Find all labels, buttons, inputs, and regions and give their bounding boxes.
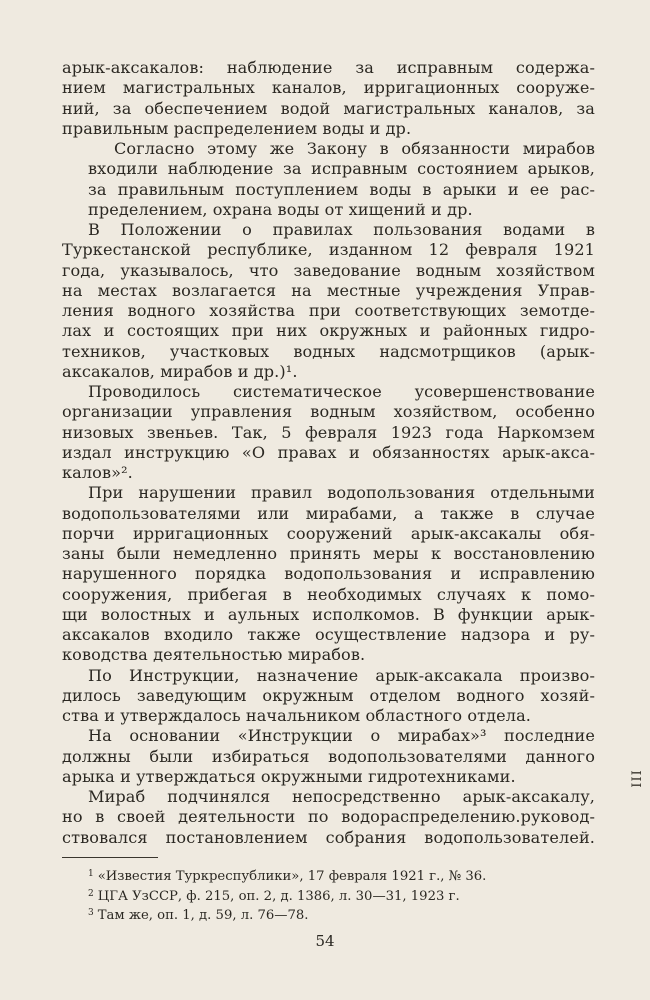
text-line: щи волостных и аульных исполкомов. В функции арык- <box>62 604 595 624</box>
text-line: входили наблюдение за исправным состоянием арыков, <box>88 159 595 179</box>
text-line: порчи ирригационных сооружений арык-аксакалы обя- <box>62 523 595 543</box>
footnote <box>88 905 558 925</box>
text-line: ководства деятельностью мирабов. <box>62 645 366 665</box>
paragraph <box>62 220 595 382</box>
text-line: ний, за обеспечением водой магистральных каналов, за <box>62 98 595 118</box>
text-line: ства и утверждалось начальником областного отдела. <box>62 706 532 725</box>
text-line: На основании «Инструкции о мирабах»³ последние <box>88 726 595 746</box>
text-line: на местах возлагается на местные учреждения Управ- <box>62 280 595 300</box>
text-line: за правильным поступлением воды в арыки и ее рас- <box>88 179 595 199</box>
text-line: Согласно этому же Закону в обязанности мирабов <box>114 139 595 158</box>
text-line: аксакалов входило также осуществление надзора и ру- <box>62 625 595 644</box>
text-line: должны были избираться водопользователями данного <box>62 746 595 766</box>
footnote-marker: 1 <box>88 869 94 879</box>
text-line: ствовался постановлением собрания водопользователей. <box>62 827 595 847</box>
text-line: заны были немедленно принять меры к восстановлению <box>62 544 595 563</box>
text-line: калов»². <box>62 463 133 482</box>
paragraph <box>62 666 595 727</box>
text-line: сооружения, прибегая в необходимых случаях к помо- <box>62 584 595 604</box>
text-line: При нарушении правил водопользования отдельными <box>88 483 595 503</box>
footnote <box>88 886 558 906</box>
text-line: организации управления водным хозяйством, особенно <box>62 402 595 422</box>
text-line: низовых звеньев. Так, 5 февраля 1923 года Наркомзем <box>62 422 595 442</box>
paragraph <box>62 139 595 220</box>
text-line: аксакалов, мирабов и др.)¹. <box>62 361 298 381</box>
text-line: В Положении о правилах пользования водами в <box>88 220 595 239</box>
footnote-text: Там же, оп. 1, д. 59, л. 76—78. <box>97 908 309 923</box>
footnotes <box>88 866 558 925</box>
text-line: Туркестанской республике, изданном 12 февраля 1921 <box>62 240 595 260</box>
text-line: нарушенного порядка водопользования и исправлению <box>62 564 595 584</box>
paragraph <box>62 483 595 665</box>
page-number: 54 <box>315 932 335 950</box>
text-line: лах и состоящих при них окружных и районных гидро- <box>62 321 595 341</box>
footnote <box>88 866 558 886</box>
text-line: техников, участковых водных надсмотрщиков (арык- <box>62 341 595 361</box>
text-line: По Инструкции, назначение арык-аксакала произво- <box>88 665 595 685</box>
text-line: водопользователями или мирабами, а также в случае <box>62 503 595 523</box>
text-line: издал инструкцию «О правах и обязанностях арык-акса- <box>62 442 595 462</box>
text-line: Мираб подчинялся непосредственно арык-аксакалу, <box>88 787 595 806</box>
text-line: ления водного хозяйства при соответствующих земотде- <box>62 301 595 320</box>
text-line: но в своей деятельности по водораспределению.руковод- <box>62 807 595 827</box>
paragraph <box>62 726 595 787</box>
text-line: Проводилось систематическое усовершенствование <box>88 382 595 401</box>
footnote-marker: 3 <box>88 908 94 918</box>
paragraph <box>62 58 595 139</box>
paragraph <box>62 382 595 483</box>
footnote-marker: 2 <box>88 888 94 899</box>
footnote-divider <box>62 857 158 858</box>
text-line: правильным распределением воды и др. <box>62 118 412 138</box>
text-line: арыка и утверждаться окружными гидротехниками. <box>62 766 516 786</box>
text-line: пределением, охрана воды от хищений и др. <box>88 199 473 219</box>
paragraph <box>62 787 595 848</box>
margin-mark: III <box>627 770 643 789</box>
text-line: арык-аксакалов: наблюдение за исправным содержа- <box>62 58 595 77</box>
text-line: дилось заведующим окружным отделом водного хозяй- <box>62 685 595 705</box>
footnote-text: ЦГА УзССР, ф. 215, оп. 2, д. 1386, л. 30—31, 1923 г. <box>97 888 460 904</box>
text-line: года, указывалось, что заведование водным хозяйством <box>62 260 595 280</box>
text-line: нием магистральных каналов, ирригационных сооруже- <box>62 78 595 98</box>
main-text <box>62 58 595 848</box>
footnote-text: «Известия Туркреспублики», 17 февраля 1921 г., № 36. <box>97 869 487 884</box>
